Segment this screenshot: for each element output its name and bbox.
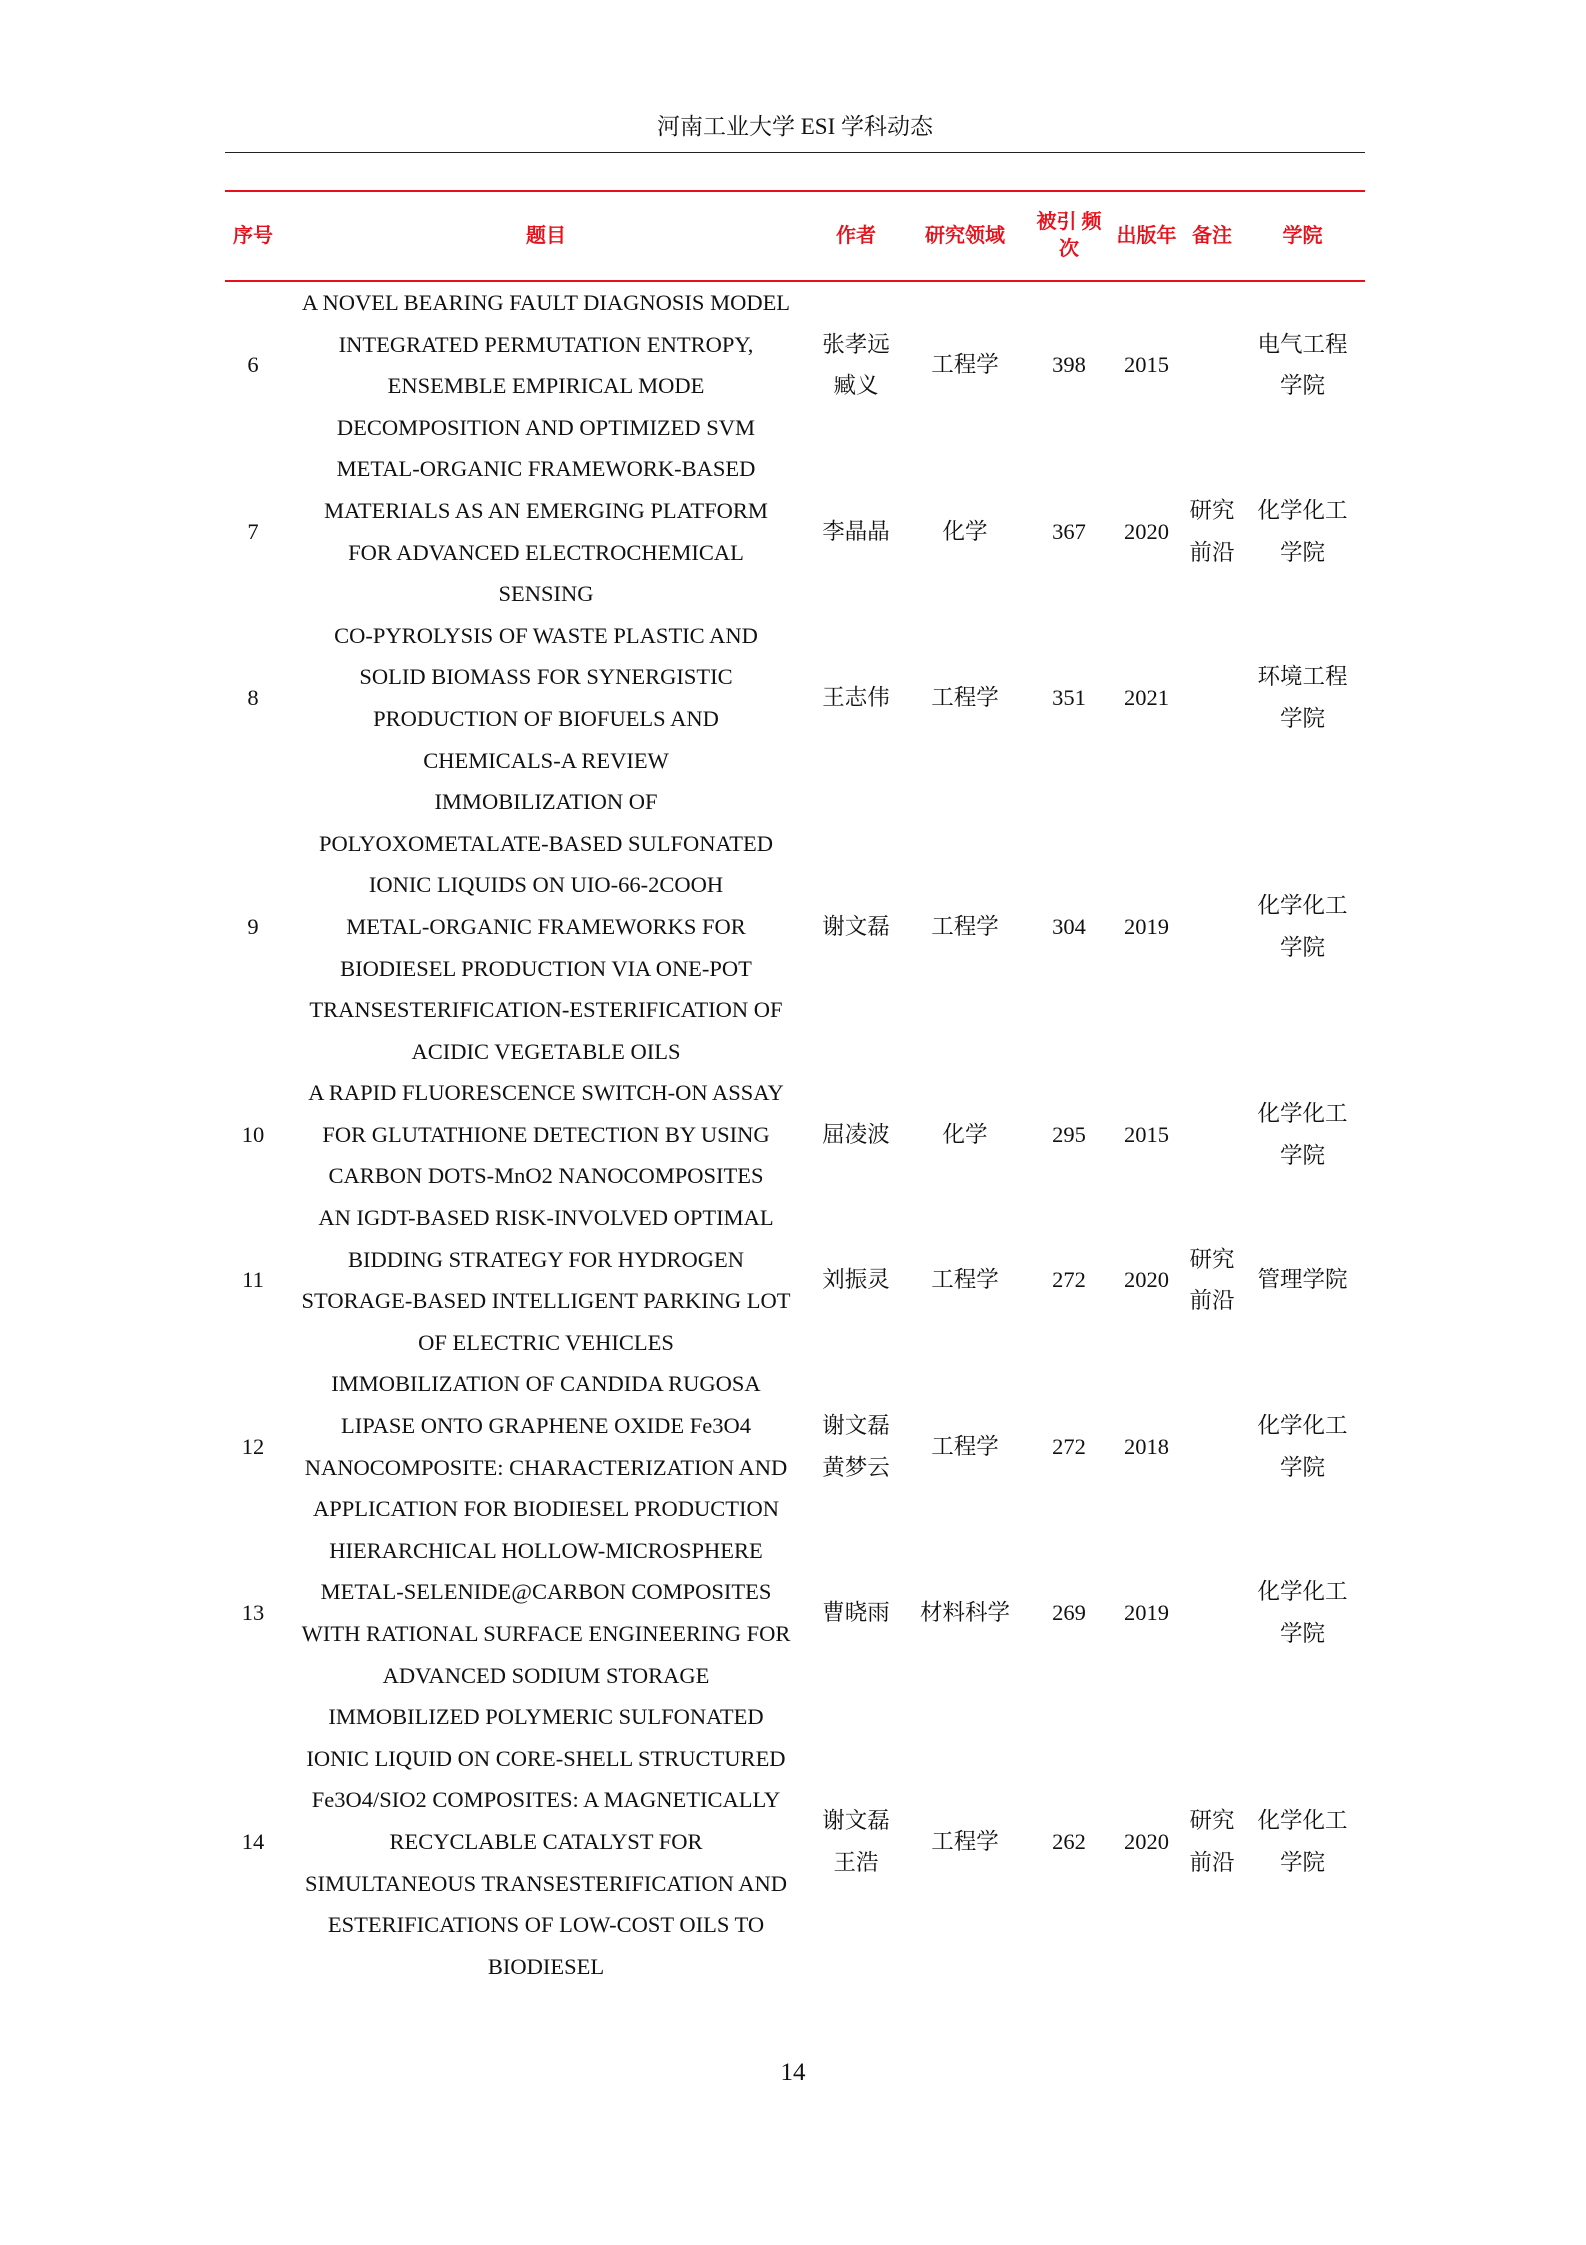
note-cell-line: 前沿 [1189,539,1235,565]
citations-cell: 351 [1052,685,1086,711]
author-cell-line: 王志伟 [822,685,890,711]
paper-title-line: METAL-ORGANIC FRAMEWORKS FOR [346,913,746,939]
table-row [225,615,1365,781]
college-cell-line: 学院 [1279,1454,1325,1480]
author-cell-line: 臧义 [833,373,879,399]
paper-title-line: HIERARCHICAL HOLLOW-MICROSPHERE [329,1537,763,1563]
running-header: 河南工业大学 ESI 学科动态 [657,114,933,139]
college-cell-line: 化学化工 [1257,1413,1348,1439]
row-index: 8 [247,685,259,711]
author-cell [811,1530,901,1696]
table-row [225,781,1365,1072]
year-cell: 2018 [1124,1433,1169,1459]
table-header-row [225,191,1365,281]
college-cell [1240,615,1365,781]
citations-cell: 295 [1052,1121,1086,1147]
college-cell [1240,1072,1365,1197]
citations-cell: 262 [1052,1828,1086,1854]
college-cell-line: 学院 [1279,1621,1325,1646]
paper-title-line: A RAPID FLUORESCENCE SWITCH-ON ASSAY [308,1080,784,1106]
author-cell-line: 曹晓雨 [822,1600,890,1626]
paper-title-line: SENSING [498,581,594,607]
college-cell-line: 学院 [1279,1142,1325,1168]
college-cell [1240,781,1365,1072]
paper-title-line: ACIDIC VEGETABLE OILS [411,1038,681,1064]
field-cell: 化学 [942,1121,988,1147]
citations-cell: 367 [1052,518,1086,544]
field-cell: 化学 [942,518,988,544]
citations-cell: 272 [1052,1267,1086,1293]
note-cell-line: 研究 [1189,497,1235,523]
paper-title-line: PRODUCTION OF BIOFUELS AND [373,705,719,731]
college-cell [1240,281,1365,448]
table-row [225,1197,1365,1363]
paper-title-line: BIODIESEL [487,1953,605,1979]
table-row [225,281,1365,448]
paper-title-line: IMMOBILIZATION OF [434,789,658,815]
paper-title-line: BIODIESEL PRODUCTION VIA ONE-POT [340,955,752,981]
college-cell-line: 学院 [1279,373,1325,399]
table-row [225,1072,1365,1197]
author-cell-line: 谢文磊 [822,913,890,939]
author-cell-line: 王浩 [833,1849,879,1875]
paper-title-line: STORAGE-BASED INTELLIGENT PARKING LOT [301,1288,791,1314]
paper-title-line: FOR GLUTATHIONE DETECTION BY USING [322,1121,770,1147]
note-cell [1184,1696,1240,1987]
row-index: 13 [241,1600,265,1626]
column-header-field: 研究领域 [901,191,1029,281]
paper-title-line: CARBON DOTS-MnO2 NANOCOMPOSITES [328,1163,764,1189]
column-header-college: 学院 [1240,191,1365,281]
page-number: 14 [780,2059,806,2086]
college-cell [1240,448,1365,614]
column-header-citations: 被引 频次 [1029,191,1109,281]
citations-cell: 272 [1052,1433,1086,1459]
paper-title [281,1197,811,1363]
citations-cell: 398 [1052,352,1086,378]
author-cell [811,1072,901,1197]
field-cell: 工程学 [931,1433,999,1459]
year-cell: 2021 [1124,685,1169,711]
table-body [225,281,1365,1987]
year-cell: 2015 [1124,1121,1169,1147]
college-cell-line: 电气工程 [1257,331,1348,357]
paper-title-line: CO-PYROLYSIS OF WASTE PLASTIC AND [334,622,758,648]
note-cell-line: 研究 [1189,1246,1235,1272]
paper-title-line: ESTERIFICATIONS OF LOW-COST OILS TO [327,1912,765,1938]
column-header-title: 题目 [281,191,811,281]
note-cell [1184,281,1240,448]
author-cell-line: 李晶晶 [822,518,890,544]
field-cell: 工程学 [931,1828,999,1854]
paper-title-line: METAL-ORGANIC FRAMEWORK-BASED [336,456,756,482]
note-cell [1184,1197,1240,1363]
paper-title-line: CHEMICALS-A REVIEW [423,747,669,773]
row-index: 9 [247,913,259,939]
citations-cell: 304 [1052,913,1086,939]
note-cell-line: 研究 [1189,1808,1235,1834]
paper-title-line: SIMULTANEOUS TRANSESTERIFICATION AND [305,1870,787,1896]
year-cell: 2019 [1124,1600,1169,1626]
paper-title-line: BIDDING STRATEGY FOR HYDROGEN [347,1246,745,1272]
college-cell-line: 化学化工 [1257,893,1348,919]
note-cell [1184,781,1240,1072]
college-cell-line: 学院 [1279,539,1325,565]
author-cell-line: 刘振灵 [822,1267,890,1293]
citations-cell: 269 [1052,1600,1086,1626]
table-row [225,1363,1365,1529]
year-cell: 2020 [1124,1828,1169,1854]
author-cell [811,1696,901,1987]
table-row [225,448,1365,614]
author-cell-line: 张孝远 [822,331,890,357]
college-cell-line: 管理学院 [1257,1267,1348,1293]
row-index: 14 [241,1828,265,1854]
note-cell [1184,448,1240,614]
field-cell: 工程学 [931,1267,999,1293]
paper-title-line: MATERIALS AS AN EMERGING PLATFORM [324,497,768,523]
paper-title-line: APPLICATION FOR BIODIESEL PRODUCTION [312,1496,780,1522]
college-cell [1240,1530,1365,1696]
field-cell: 工程学 [931,913,999,939]
paper-title-line: A NOVEL BEARING FAULT DIAGNOSIS MODEL [301,290,791,315]
paper-title [281,1530,811,1696]
column-header-index: 序号 [225,191,281,281]
author-cell [811,781,901,1072]
college-cell-line: 化学化工 [1257,1579,1348,1605]
paper-title [281,1072,811,1197]
year-cell: 2020 [1124,1267,1169,1293]
highly-cited-papers-table [225,190,1365,1987]
paper-title-line: SOLID BIOMASS FOR SYNERGISTIC [359,664,733,690]
college-cell [1240,1363,1365,1529]
field-cell: 工程学 [931,352,999,378]
column-header-year: 出版年 [1109,191,1184,281]
author-cell [811,281,901,448]
paper-title [281,281,811,448]
paper-title-line: INTEGRATED PERMUTATION ENTROPY, [338,331,754,357]
row-index: 6 [247,352,259,378]
column-header-note: 备注 [1184,191,1240,281]
author-cell [811,448,901,614]
paper-title [281,1696,811,1987]
papers-table-container [225,190,1365,1987]
paper-title-line: RECYCLABLE CATALYST FOR [389,1828,703,1854]
college-cell-line: 学院 [1279,705,1325,731]
paper-title [281,448,811,614]
paper-title-line: DECOMPOSITION AND OPTIMIZED SVM [336,414,756,440]
paper-title-line: WITH RATIONAL SURFACE ENGINEERING FOR [301,1621,791,1646]
paper-title-line: LIPASE ONTO GRAPHENE OXIDE Fe3O4 [340,1413,751,1439]
paper-title-line: NANOCOMPOSITE: CHARACTERIZATION AND [304,1454,788,1480]
college-cell-line: 环境工程 [1257,664,1348,690]
college-cell-line: 学院 [1279,934,1325,960]
paper-title [281,615,811,781]
college-cell [1240,1696,1365,1987]
paper-title-line: IONIC LIQUID ON CORE-SHELL STRUCTURED [306,1745,786,1771]
paper-title-line: IMMOBILIZATION OF CANDIDA RUGOSA [331,1371,761,1397]
header-rule [225,152,1365,153]
paper-title-line: ADVANCED SODIUM STORAGE [382,1662,710,1688]
paper-title [281,1363,811,1529]
paper-title-line: Fe3O4/SIO2 COMPOSITES: A MAGNETICALLY [311,1787,781,1813]
row-index: 11 [242,1267,264,1293]
paper-title-line: FOR ADVANCED ELECTROCHEMICAL [348,539,744,565]
college-cell-line: 学院 [1279,1849,1325,1875]
paper-title-line: IONIC LIQUIDS ON UIO-66-2COOH [368,872,724,898]
author-cell-line: 黄梦云 [822,1454,890,1480]
row-index: 10 [241,1121,265,1147]
year-cell: 2020 [1124,518,1169,544]
row-index: 7 [247,518,259,544]
author-cell-line: 谢文磊 [822,1413,890,1439]
column-header-author: 作者 [811,191,901,281]
paper-title-line: AN IGDT-BASED RISK-INVOLVED OPTIMAL [318,1205,774,1231]
author-cell [811,615,901,781]
note-cell-line: 前沿 [1189,1288,1235,1314]
paper-title-line: OF ELECTRIC VEHICLES [418,1329,674,1355]
author-cell-line: 谢文磊 [822,1808,890,1834]
note-cell [1184,1363,1240,1529]
paper-title [281,781,811,1072]
paper-title-line: METAL-SELENIDE@CARBON COMPOSITES [320,1579,772,1605]
college-cell-line: 化学化工 [1257,1101,1348,1127]
field-cell: 工程学 [931,685,999,711]
college-cell-line: 化学化工 [1257,1808,1348,1834]
note-cell [1184,1072,1240,1197]
author-cell [811,1363,901,1529]
paper-title-line: ENSEMBLE EMPIRICAL MODE [387,373,705,399]
year-cell: 2015 [1124,352,1169,378]
note-cell-line: 前沿 [1189,1849,1235,1875]
year-cell: 2019 [1124,913,1169,939]
paper-title-line: POLYOXOMETALATE-BASED SULFONATED [318,830,774,856]
college-cell-line: 化学化工 [1257,497,1348,523]
note-cell [1184,615,1240,781]
table-row [225,1530,1365,1696]
row-index: 12 [241,1433,265,1459]
author-cell [811,1197,901,1363]
paper-title-line: IMMOBILIZED POLYMERIC SULFONATED [328,1704,764,1730]
note-cell [1184,1530,1240,1696]
table-row [225,1696,1365,1987]
college-cell [1240,1197,1365,1363]
paper-title-line: TRANSESTERIFICATION-ESTERIFICATION OF [309,997,783,1023]
author-cell-line: 屈凌波 [822,1121,890,1147]
field-cell: 材料科学 [919,1600,1010,1626]
